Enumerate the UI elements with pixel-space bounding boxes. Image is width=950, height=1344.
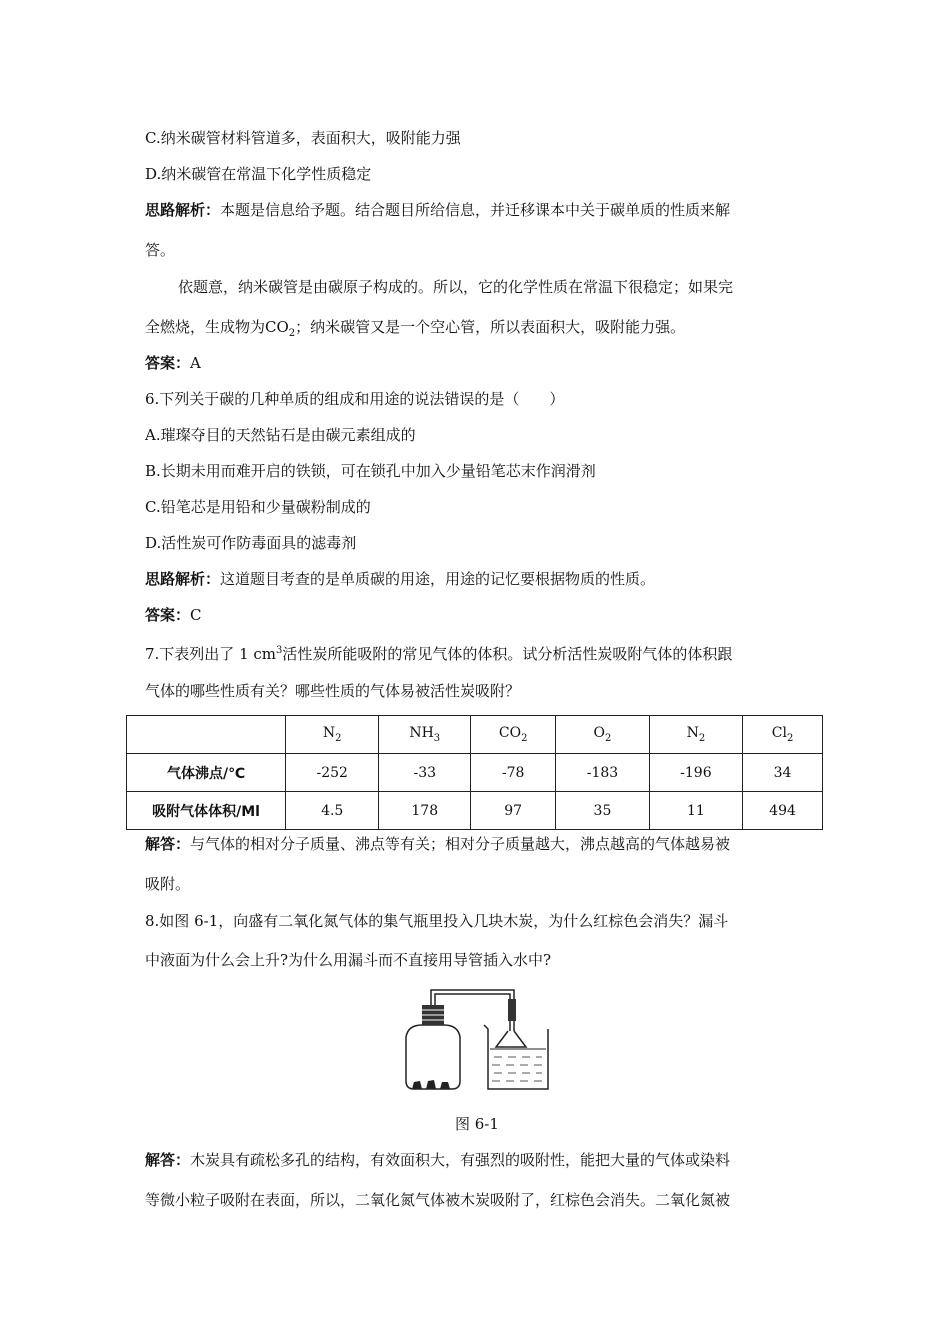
table-row-boiling-point bbox=[127, 754, 823, 792]
table-cell: -78 bbox=[471, 754, 556, 792]
option-d-line: D.纳米碳管在常温下化学性质稳定 bbox=[145, 165, 372, 183]
gas-header: $CO_2$ bbox=[471, 716, 556, 754]
rubber-joint bbox=[508, 999, 516, 1021]
table-cell: -33 bbox=[379, 754, 471, 792]
answer-value: A bbox=[190, 354, 201, 372]
q6-option-a: A.璀璨夺目的天然钻石是由碳元素组成的 bbox=[145, 426, 416, 444]
table-cell: -183 bbox=[556, 754, 649, 792]
gas-jar bbox=[406, 1025, 460, 1089]
funnel bbox=[496, 1031, 526, 1047]
q6-option-c: C.铅笔芯是用铅和少量碳粉制成的 bbox=[145, 498, 371, 516]
table-cell: 494 bbox=[743, 792, 823, 830]
apparatus-diagram bbox=[400, 985, 550, 1095]
analysis-continuation: 答。 bbox=[145, 241, 176, 259]
gas-header: $N_2$ bbox=[649, 716, 742, 754]
table-cell: -196 bbox=[649, 754, 742, 792]
q6-option-d: D.活性炭可作防毒面具的滤毒剂 bbox=[145, 534, 357, 552]
question-8: 8.如图 6-1，向盛有二氧化氮气体的集气瓶里投入几块木炭，为什么红棕色会消失？漏斗 bbox=[145, 912, 729, 930]
table-cell: 35 bbox=[556, 792, 649, 830]
analysis-text: 本题是信息给予题。结合题目所给信息，并迁移课本中关于碳单质的性质来解 bbox=[220, 201, 731, 219]
q7-part-b: 活性炭所能吸附的常见气体的体积。试分析活性炭吸附气体的体积跟 bbox=[282, 645, 733, 663]
answer-text: 与气体的相对分子质量、沸点等有关；相对分子质量越大，沸点越高的气体越易被 bbox=[190, 835, 731, 853]
q7-part-a: 7.下表列出了 1 cm bbox=[145, 645, 277, 663]
table-corner-cell bbox=[127, 716, 286, 754]
analysis-label: 思路解析： bbox=[145, 201, 221, 219]
q6-answer bbox=[145, 605, 202, 625]
table-row-adsorbed-volume bbox=[127, 792, 823, 830]
gas-header: $Cl_2$ bbox=[743, 716, 823, 754]
charcoal-pieces bbox=[412, 1080, 450, 1089]
row-label-boiling-point: 气体沸点/℃ bbox=[127, 754, 286, 792]
row-label-adsorbed-volume: 吸附气体体积/Ml bbox=[127, 792, 286, 830]
answer-line-5 bbox=[145, 353, 201, 373]
answer-label: 答案： bbox=[145, 606, 191, 624]
answer-label: 答案： bbox=[145, 354, 191, 372]
question-7-continuation: 气体的哪些性质有关？哪些性质的气体易被活性炭吸附？ bbox=[145, 682, 521, 700]
cm3-superscript: 3 bbox=[276, 645, 283, 656]
q7-answer-line-2: 吸附。 bbox=[145, 875, 191, 893]
q8-answer-line-1 bbox=[145, 1150, 730, 1170]
table-cell: 11 bbox=[649, 792, 742, 830]
table-cell: 178 bbox=[379, 792, 471, 830]
analysis-text: 这道题目考查的是单质碳的用途，用途的记忆要根据物质的性质。 bbox=[220, 570, 656, 588]
answer-label: 解答： bbox=[145, 1151, 191, 1169]
table-header-row bbox=[127, 716, 823, 754]
answer-value: C bbox=[190, 606, 202, 624]
analysis-label: 思路解析： bbox=[145, 570, 221, 588]
q8-answer-line-2: 等微小粒子吸附在表面，所以，二氧化氮气体被木炭吸附了，红棕色会消失。二氧化氮被 bbox=[145, 1191, 731, 1209]
gas-header: $NH_3$ bbox=[379, 716, 471, 754]
table-cell: -252 bbox=[286, 754, 379, 792]
explanation-part-b: ；纳米碳管又是一个空心管，所以表面积大，吸附能力强。 bbox=[295, 318, 686, 336]
explanation-part-a: 全燃烧，生成物为CO bbox=[145, 318, 289, 336]
gas-header: $O_2$ bbox=[556, 716, 649, 754]
gas-adsorption-table bbox=[126, 715, 823, 830]
answer-label: 解答： bbox=[145, 835, 191, 853]
table-cell: 34 bbox=[743, 754, 823, 792]
question-8-continuation: 中液面为什么会上升?为什么用漏斗而不直接用导管插入水中? bbox=[145, 951, 552, 969]
figure-caption: 图 6-1 bbox=[455, 1115, 499, 1133]
question-6: 6.下列关于碳的几种单质的组成和用途的说法错误的是（ ） bbox=[145, 390, 565, 408]
question-7 bbox=[145, 641, 732, 664]
q6-option-b: B.长期未用而难开启的铁锁，可在锁孔中加入少量铅笔芯末作润滑剂 bbox=[145, 462, 596, 480]
analysis-line bbox=[145, 200, 730, 220]
q6-analysis bbox=[145, 569, 655, 589]
co2-subscript: 2 bbox=[288, 328, 296, 339]
option-c-line: C.纳米碳管材料管道多，表面积大，吸附能力强 bbox=[145, 129, 461, 147]
table-cell: 97 bbox=[471, 792, 556, 830]
table-cell: 4.5 bbox=[286, 792, 379, 830]
explanation-line-2 bbox=[145, 317, 685, 344]
q7-answer-line-1 bbox=[145, 834, 730, 854]
answer-text: 木炭具有疏松多孔的结构，有效面积大，有强烈的吸附性，能把大量的气体或染料 bbox=[190, 1151, 731, 1169]
water-waves bbox=[492, 1057, 542, 1081]
gas-header: $N_2$ bbox=[286, 716, 379, 754]
explanation-line-1: 依题意，纳米碳管是由碳原子构成的。所以，它的化学性质在常温下很稳定；如果完 bbox=[178, 278, 734, 296]
